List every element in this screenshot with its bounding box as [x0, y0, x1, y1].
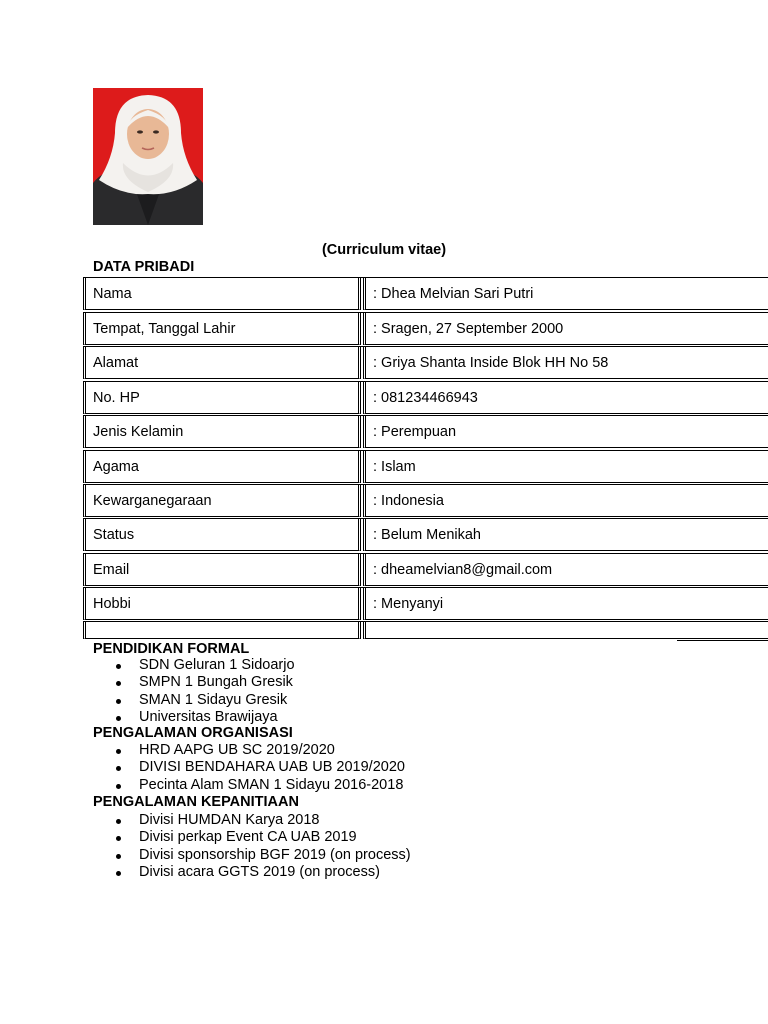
table-row — [83, 347, 768, 381]
row-value: : Indonesia — [373, 493, 444, 509]
row-value-cell — [363, 519, 768, 551]
row-label-cell — [83, 313, 361, 345]
table-row — [83, 313, 768, 347]
row-value: : Perempuan — [373, 424, 457, 440]
row-value-cell — [363, 485, 768, 517]
list-item: SDN Geluran 1 Sidoarjo — [93, 657, 295, 674]
row-value-cell — [363, 347, 768, 379]
row-label-cell — [83, 278, 361, 310]
row-label-cell — [83, 347, 361, 379]
section-heading-organization: PENGALAMAN ORGANISASI — [93, 725, 293, 741]
row-value: : dheamelvian8@gmail.com — [373, 562, 553, 578]
list-item: Divisi acara GGTS 2019 (on process) — [93, 864, 411, 881]
row-label: Tempat, Tanggal Lahir — [93, 321, 236, 337]
list-item: Divisi perkap Event CA UAB 2019 — [93, 829, 411, 846]
list-item: Universitas Brawijaya — [93, 709, 295, 726]
document-title — [0, 242, 768, 258]
row-label: Nama — [93, 286, 132, 302]
row-value-cell — [363, 451, 768, 483]
document-title-text: (Curriculum vitae) — [321, 242, 447, 258]
row-value-cell — [363, 588, 768, 620]
row-label-cell — [83, 485, 361, 517]
list-item: SMAN 1 Sidayu Gresik — [93, 692, 295, 709]
education-list — [93, 657, 295, 727]
organization-list — [93, 742, 405, 794]
row-value-cell — [363, 278, 768, 310]
section-heading-personal: DATA PRIBADI — [93, 259, 195, 275]
profile-photo — [93, 88, 203, 225]
row-label: Kewarganegaraan — [93, 493, 212, 509]
section-heading-committee: PENGALAMAN KEPANITIAAN — [93, 794, 299, 810]
section-heading-education: PENDIDIKAN FORMAL — [93, 641, 250, 657]
table-row — [83, 278, 768, 312]
row-label-cell — [83, 554, 361, 586]
row-label-cell — [83, 416, 361, 448]
row-label: Status — [93, 527, 135, 543]
portrait-illustration — [93, 88, 203, 225]
row-label: Hobbi — [93, 596, 131, 612]
row-value: : 081234466943 — [373, 390, 478, 406]
row-value-cell — [363, 622, 768, 639]
row-value: : Islam — [373, 459, 416, 475]
list-item: Pecinta Alam SMAN 1 Sidayu 2016-2018 — [93, 777, 405, 794]
table-row — [83, 588, 768, 622]
row-label: Email — [93, 562, 130, 578]
row-label-cell — [83, 382, 361, 414]
row-value: : Menyanyi — [373, 596, 444, 612]
row-label-cell — [83, 451, 361, 483]
list-item: HRD AAPG UB SC 2019/2020 — [93, 742, 405, 759]
row-label: No. HP — [93, 390, 140, 406]
table-row — [83, 485, 768, 519]
row-label: Agama — [93, 459, 139, 475]
row-value: : Sragen, 27 September 2000 — [373, 321, 564, 337]
row-value: : Belum Menikah — [373, 527, 481, 543]
row-value-cell — [363, 313, 768, 345]
row-label-cell — [83, 588, 361, 620]
row-value-cell — [363, 554, 768, 586]
row-label: Jenis Kelamin — [93, 424, 184, 440]
list-item: Divisi HUMDAN Karya 2018 — [93, 812, 411, 829]
committee-list — [93, 812, 411, 882]
table-end-line — [677, 640, 768, 641]
table-row — [83, 554, 768, 588]
table-row — [83, 382, 768, 416]
row-label-cell — [83, 622, 361, 639]
list-item: DIVISI BENDAHARA UAB UB 2019/2020 — [93, 759, 405, 776]
row-value: : Dhea Melvian Sari Putri — [373, 286, 534, 302]
row-value: : Griya Shanta Inside Blok HH No 58 — [373, 355, 609, 371]
table-row — [83, 416, 768, 450]
row-label: Alamat — [93, 355, 139, 371]
list-item: Divisi sponsorship BGF 2019 (on process) — [93, 847, 411, 864]
table-row-empty — [83, 622, 768, 640]
table-row — [83, 451, 768, 485]
row-label-cell — [83, 519, 361, 551]
row-value-cell — [363, 416, 768, 448]
row-value-cell — [363, 382, 768, 414]
list-item: SMPN 1 Bungah Gresik — [93, 674, 295, 691]
table-row — [83, 519, 768, 553]
